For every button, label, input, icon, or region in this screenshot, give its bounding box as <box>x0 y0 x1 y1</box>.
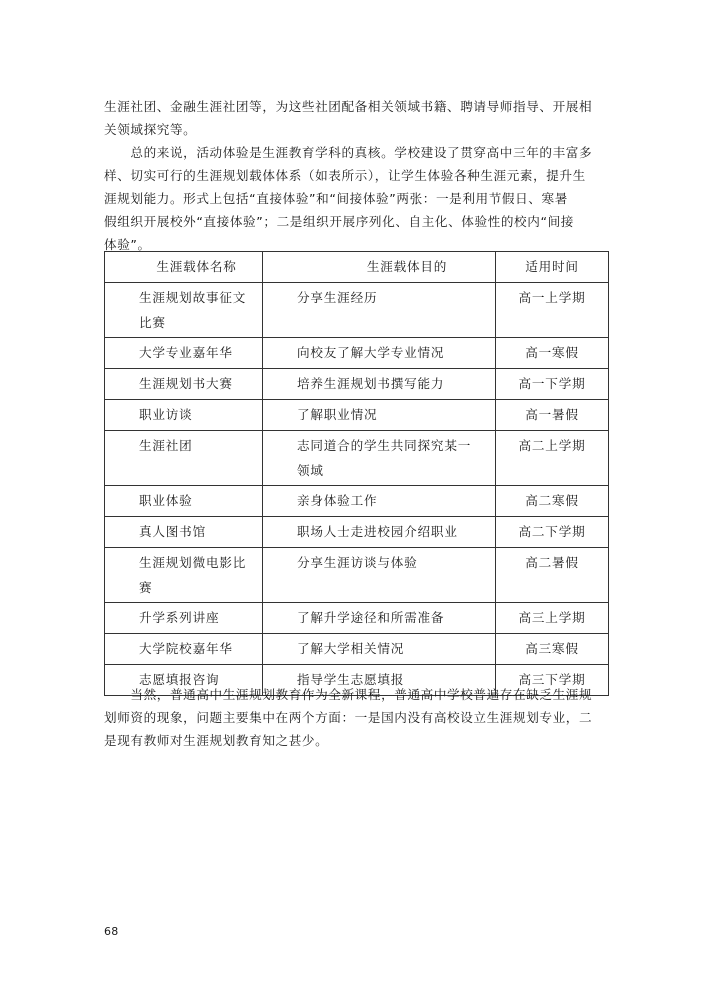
paragraph-intro <box>104 95 606 141</box>
carrier-purpose-cell: 分享生涯经历 <box>263 283 496 338</box>
career-carrier-table <box>104 251 609 696</box>
carrier-purpose-cell: 向校友了解大学专业情况 <box>263 338 496 369</box>
text-line: 样、切实可行的生涯规划载体体系（如表所示），让学生体验各种生涯元素，提升生 <box>104 168 586 183</box>
carrier-name-cell: 生涯规划故事征文比赛 <box>105 283 263 338</box>
text-line: 假组织开展校外“直接体验”；二是组织开展序列化、自主化、体验性的校内“间接 <box>104 214 574 229</box>
text-line: 当然，普通高中生涯规划教育作为全新课程，普通高中学校普遍存在缺乏生涯规 <box>104 687 593 702</box>
table-row <box>105 634 609 665</box>
carrier-name-cell: 生涯社团 <box>105 431 263 486</box>
carrier-name-cell: 生涯规划微电影比赛 <box>105 548 263 603</box>
carrier-purpose-cell: 志同道合的学生共同探究某一领域 <box>263 431 496 486</box>
text-line: 关领域探究等。 <box>104 122 197 137</box>
carrier-time-cell: 高二寒假 <box>496 486 609 517</box>
carrier-time-cell: 高三下学期 <box>496 665 609 696</box>
page-number: 68 <box>104 925 119 938</box>
table-row <box>105 603 609 634</box>
carrier-time-cell: 高一下学期 <box>496 369 609 400</box>
column-header-name: 生涯载体名称 <box>105 252 263 283</box>
text-line: 是现有教师对生涯规划教育知之甚少。 <box>104 733 329 748</box>
carrier-time-cell: 高二上学期 <box>496 431 609 486</box>
carrier-name-cell: 职业体验 <box>105 486 263 517</box>
table-row <box>105 369 609 400</box>
carrier-purpose-cell: 指导学生志愿填报 <box>263 665 496 696</box>
text-line: 体验”。 <box>104 237 151 252</box>
table-row <box>105 400 609 431</box>
carrier-name-cell: 志愿填报咨询 <box>105 665 263 696</box>
column-header-time: 适用时间 <box>496 252 609 283</box>
table-row <box>105 517 609 548</box>
carrier-purpose-cell: 培养生涯规划书撰写能力 <box>263 369 496 400</box>
table-row <box>105 338 609 369</box>
carrier-name-cell: 大学专业嘉年华 <box>105 338 263 369</box>
table-body <box>105 283 609 696</box>
carrier-time-cell: 高三上学期 <box>496 603 609 634</box>
carrier-time-cell: 高二下学期 <box>496 517 609 548</box>
carrier-name-cell: 真人图书馆 <box>105 517 263 548</box>
carrier-purpose-cell: 了解升学途径和所需准备 <box>263 603 496 634</box>
carrier-purpose-cell: 亲身体验工作 <box>263 486 496 517</box>
table-row <box>105 486 609 517</box>
text-line: 涯规划能力。形式上包括“直接体验”和“间接体验”两张：一是利用节假日、寒暑 <box>104 191 568 206</box>
carrier-time-cell: 高一寒假 <box>496 338 609 369</box>
text-line: 划师资的现象，问题主要集中在两个方面：一是国内没有高校设立生涯规划专业，二 <box>104 710 593 725</box>
carrier-purpose-cell: 了解大学相关情况 <box>263 634 496 665</box>
table-row <box>105 548 609 603</box>
paragraph-conclusion <box>104 683 606 752</box>
carrier-time-cell: 高一上学期 <box>496 283 609 338</box>
carrier-purpose-cell: 职场人士走进校园介绍职业 <box>263 517 496 548</box>
table-row <box>105 431 609 486</box>
column-header-purpose: 生涯载体目的 <box>263 252 496 283</box>
carrier-time-cell: 高三寒假 <box>496 634 609 665</box>
carrier-time-cell: 高一暑假 <box>496 400 609 431</box>
carrier-purpose-cell: 分享生涯访谈与体验 <box>263 548 496 603</box>
paragraph-activity-experience <box>104 141 606 256</box>
carrier-name-cell: 升学系列讲座 <box>105 603 263 634</box>
carrier-time-cell: 高二暑假 <box>496 548 609 603</box>
text-line: 总的来说，活动体验是生涯教育学科的真核。学校建设了贯穿高中三年的丰富多 <box>104 145 593 160</box>
carrier-name-cell: 生涯规划书大赛 <box>105 369 263 400</box>
table-header-row <box>105 252 609 283</box>
table-row <box>105 283 609 338</box>
carrier-purpose-cell: 了解职业情况 <box>263 400 496 431</box>
carrier-name-cell: 大学院校嘉年华 <box>105 634 263 665</box>
text-line: 生涯社团、金融生涯社团等，为这些社团配备相关领域书籍、聘请导师指导、开展相 <box>104 99 593 114</box>
carrier-name-cell: 职业访谈 <box>105 400 263 431</box>
